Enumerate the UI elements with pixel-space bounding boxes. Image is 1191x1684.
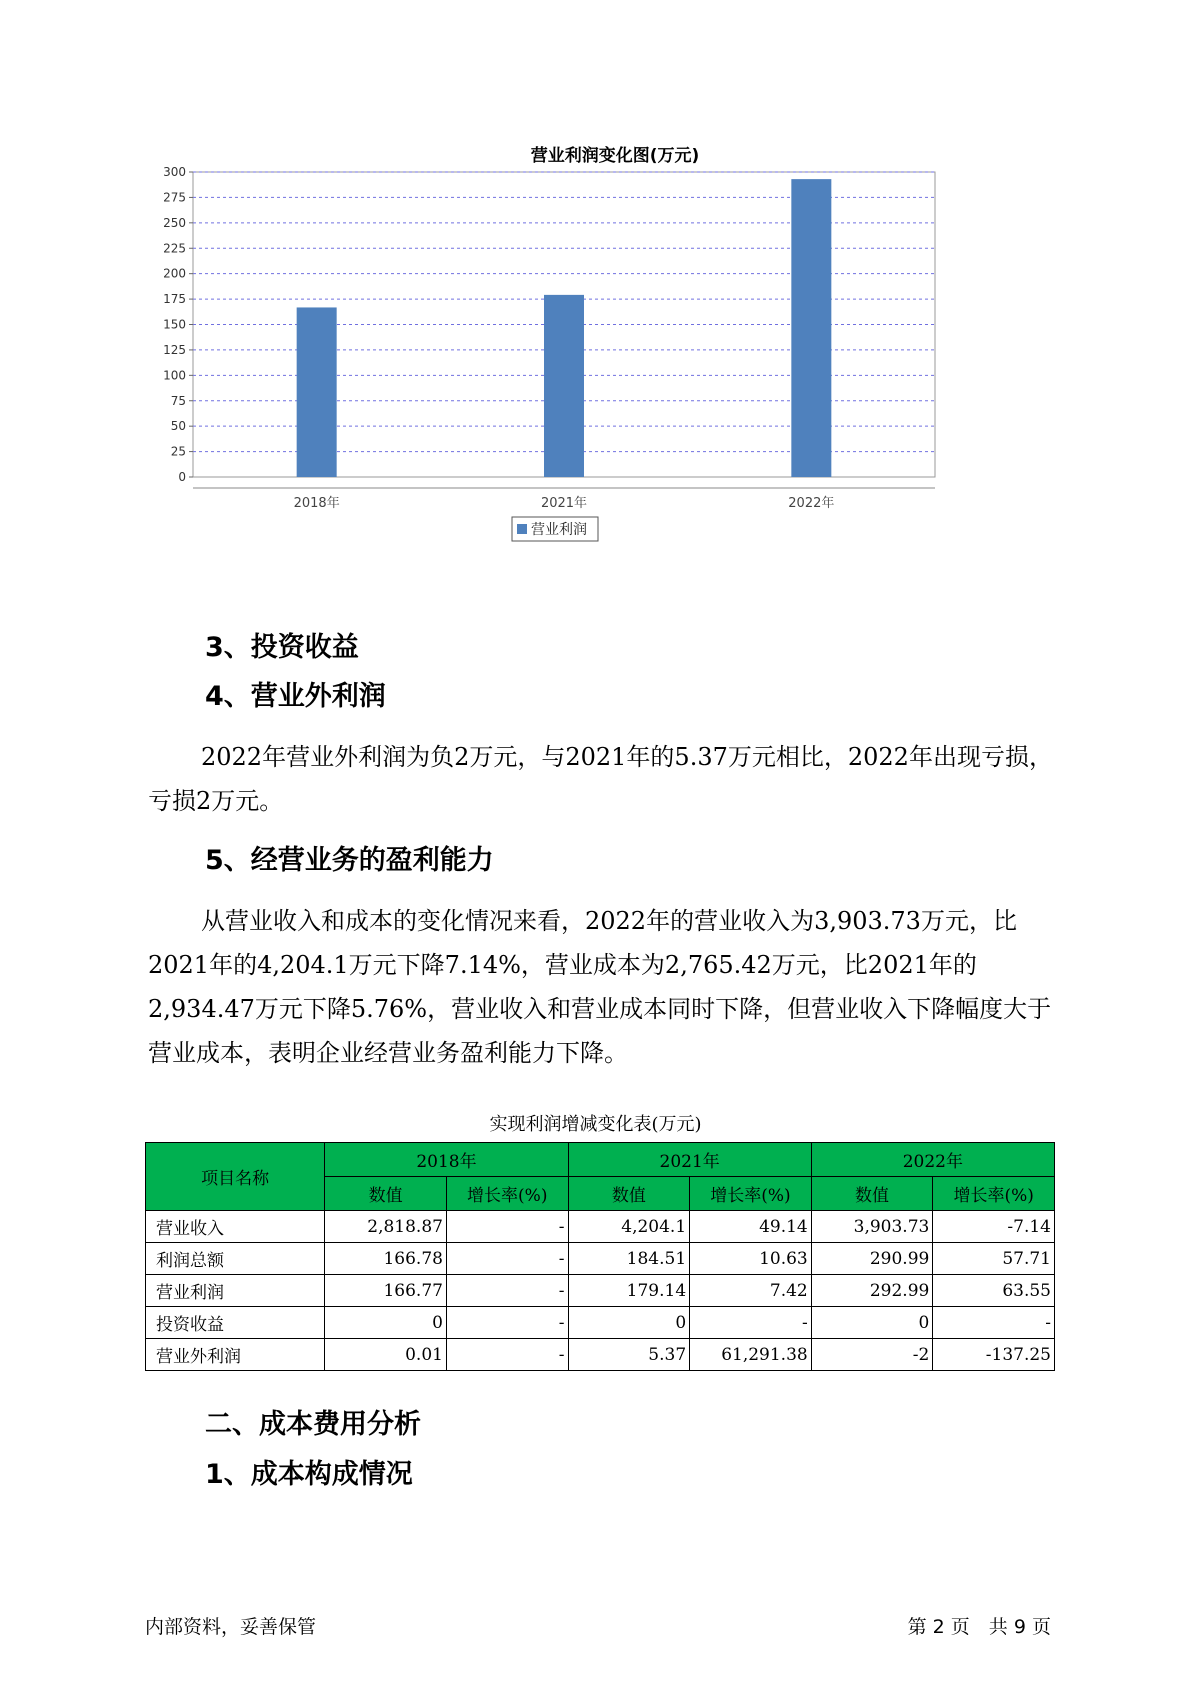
cell-growth: 61,291.38 [690, 1339, 812, 1371]
cell-growth: - [446, 1211, 568, 1243]
header-year: 2022年 [811, 1143, 1054, 1177]
chart-legend [512, 517, 598, 541]
row-label: 营业收入 [146, 1211, 325, 1243]
cell-growth: -7.14 [933, 1211, 1055, 1243]
cell-growth: -137.25 [933, 1339, 1055, 1371]
paragraph-non-operating-profit: 2022年营业外利润为负2万元，与2021年的5.37万元相比，2022年出现亏损，亏损2万元。 [148, 743, 1053, 815]
current-page: 2 [932, 1616, 945, 1638]
chart-title: 营业利润变化图(万元) [530, 146, 700, 166]
table-row [146, 1339, 1055, 1371]
footer-confidential: 内部资料，妥善保管 [145, 1616, 317, 1638]
cell-growth: - [446, 1275, 568, 1307]
header-year: 2018年 [325, 1143, 568, 1177]
y-tick-label: 300 [163, 165, 186, 179]
cell-value: 290.99 [811, 1243, 933, 1275]
operating-profit-chart [150, 140, 1030, 595]
heading-non-operating-profit: 4、营业外利润 [205, 681, 386, 712]
bar [544, 295, 584, 477]
y-tick-label: 75 [170, 393, 186, 408]
cell-growth: 7.42 [690, 1275, 812, 1307]
legend-swatch [517, 524, 527, 534]
header-growth: 增长率(%) [446, 1177, 568, 1211]
footer-page-number: 第 2 页 共 9 页 [907, 1616, 1051, 1638]
x-tick-label: 2018年 [293, 496, 340, 511]
y-tick-label: 25 [170, 444, 186, 459]
y-tick-label: 100 [163, 368, 186, 383]
bar [791, 179, 831, 477]
header-value: 数值 [568, 1177, 690, 1211]
cell-growth: 49.14 [690, 1211, 812, 1243]
cell-value: 184.51 [568, 1243, 690, 1275]
profit-change-table [145, 1142, 1055, 1371]
heading-profitability: 5、经营业务的盈利能力 [205, 845, 494, 876]
cell-value: 4,204.1 [568, 1211, 690, 1243]
y-tick-label: 175 [163, 292, 186, 307]
row-label: 营业外利润 [146, 1339, 325, 1371]
cell-value: 292.99 [811, 1275, 933, 1307]
header-value: 数值 [325, 1177, 447, 1211]
cell-value: 5.37 [568, 1339, 690, 1371]
cell-value: 166.77 [325, 1275, 447, 1307]
cell-value: 166.78 [325, 1243, 447, 1275]
y-tick-label: 200 [163, 266, 186, 281]
cell-value: 0 [325, 1307, 447, 1339]
header-growth: 增长率(%) [933, 1177, 1055, 1211]
cell-growth: - [446, 1307, 568, 1339]
bar [297, 307, 337, 477]
table-row [146, 1211, 1055, 1243]
heading-investment-income: 3、投资收益 [205, 632, 359, 663]
header-item-name: 项目名称 [146, 1143, 325, 1211]
cell-value: 179.14 [568, 1275, 690, 1307]
total-pages: 9 [1013, 1616, 1026, 1638]
y-tick-label: 225 [163, 241, 186, 256]
header-value: 数值 [811, 1177, 933, 1211]
cell-value: 0.01 [325, 1339, 447, 1371]
row-label: 利润总额 [146, 1243, 325, 1275]
x-tick-label: 2021年 [540, 496, 588, 511]
y-tick-label: 150 [163, 317, 186, 332]
table-row [146, 1275, 1055, 1307]
table-row [146, 1243, 1055, 1275]
cell-value: 3,903.73 [811, 1211, 933, 1243]
y-tick-label: 250 [163, 215, 186, 230]
cell-growth: - [446, 1243, 568, 1275]
row-label: 投资收益 [146, 1307, 325, 1339]
y-tick-label: 0 [178, 470, 186, 484]
heading-cost-analysis: 二、成本费用分析 [205, 1409, 421, 1440]
cell-growth: 57.71 [933, 1243, 1055, 1275]
y-tick-label: 50 [170, 419, 186, 434]
cell-value: 0 [568, 1307, 690, 1339]
cell-growth: - [690, 1307, 812, 1339]
cell-growth: - [933, 1307, 1055, 1339]
paragraph-profitability: 从营业收入和成本的变化情况来看，2022年的营业收入为3,903.73万元，比2021年的4,204.1万元下降7.14%，营业成本为2,765.42万元，比2021年的2,934.47万元下降5.76%，营业收入和营业成本同时下降，但营业收入下降幅度大于营业成本，表明企业经营业务盈利能力下降。 [148, 907, 1052, 1067]
row-label: 营业利润 [146, 1275, 325, 1307]
table-caption: 实现利润增减变化表(万元) [489, 1114, 702, 1135]
cell-growth: 10.63 [690, 1243, 812, 1275]
cell-value: 2,818.87 [325, 1211, 447, 1243]
header-growth: 增长率(%) [690, 1177, 812, 1211]
cell-value: -2 [811, 1339, 933, 1371]
table-row [146, 1307, 1055, 1339]
legend-label: 营业利润 [531, 522, 587, 538]
y-tick-label: 275 [163, 190, 186, 205]
heading-cost-structure: 1、成本构成情况 [205, 1459, 413, 1490]
header-year: 2021年 [568, 1143, 811, 1177]
x-tick-label: 2022年 [788, 496, 835, 511]
cell-growth: 63.55 [933, 1275, 1055, 1307]
cell-value: 0 [811, 1307, 933, 1339]
cell-growth: - [446, 1339, 568, 1371]
y-tick-label: 125 [163, 342, 186, 357]
